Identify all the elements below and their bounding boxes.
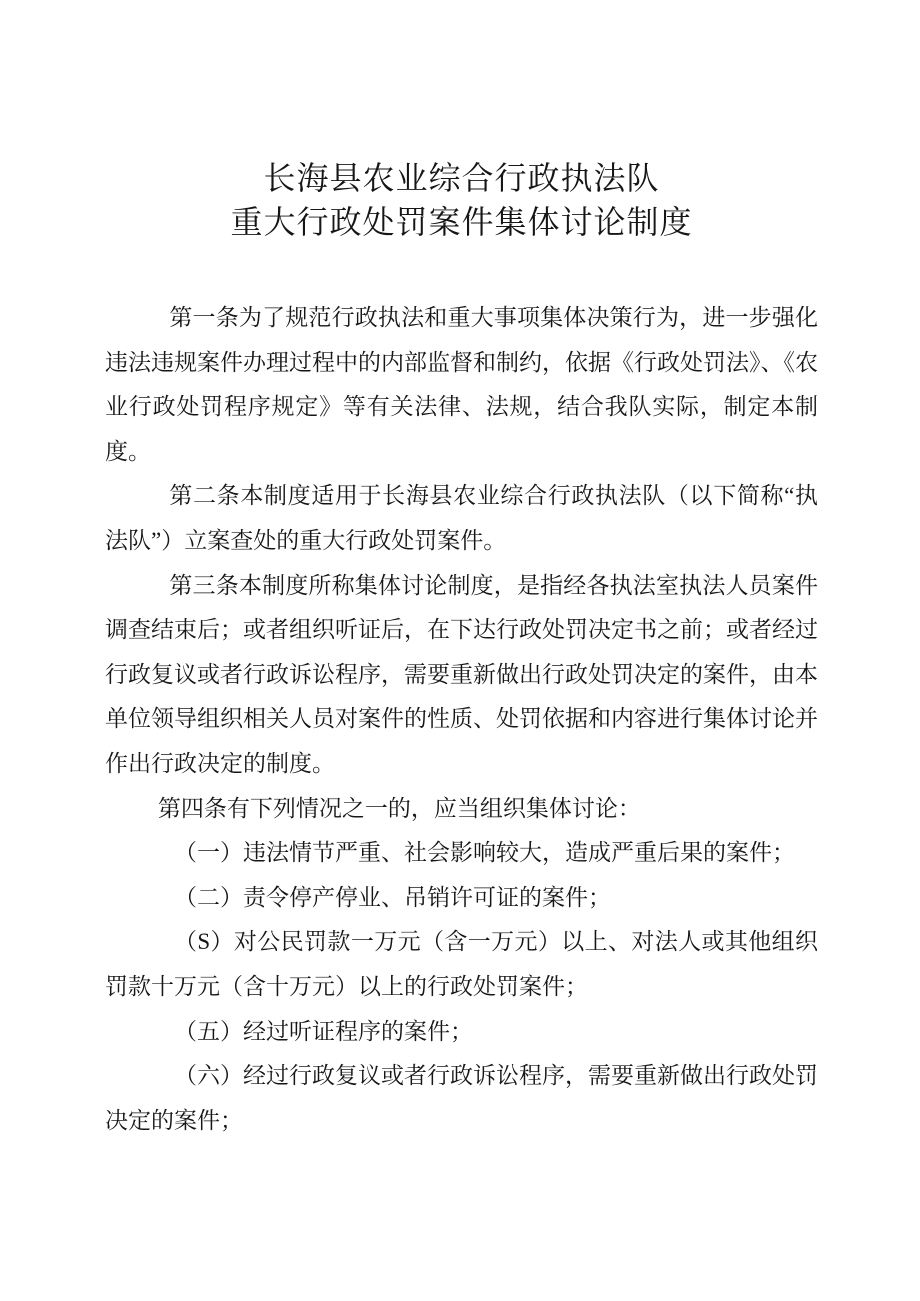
paragraph-article-2: 第二条本制度适用于长海县农业综合行政执法队（以下简称“执法队”）立案查处的重大行政处罚案件。: [105, 483, 818, 553]
paragraph-item-6: （六）经过行政复议或者行政诉讼程序，需要重新做出行政处罚决定的案件；: [105, 1063, 818, 1133]
paragraph-article-1: 第一条为了规范行政执法和重大事项集体决策行为，进一步强化违法违规案件办理过程中的内部监督和制约，依据《行政处罚法》、《农业行政处罚程序规定》等有关法律、法规，结合我队实际，制定本制度。: [105, 305, 818, 464]
document-title-line-2: 重大行政处罚案件集体讨论制度: [230, 204, 693, 240]
paragraph-item-2: （二）责令停产停业、吊销许可证的案件；: [174, 884, 611, 910]
paragraph-item-5: （五）经过听证程序的案件；: [174, 1018, 473, 1044]
document-title: [105, 156, 818, 244]
paragraph-article-3: 第三条本制度所称集体讨论制度，是指经各执法室执法人员案件调查结束后；或者组织听证后，在下达行政处罚决定书之前；或者经过行政复议或者行政诉讼程序，需要重新做出行政处罚决定的案件，由本单位领导组织相关人员对案件的性质、处罚依据和内容进行集体讨论并作出行政决定的制度。: [105, 572, 818, 776]
paragraph-item-3: （S）对公民罚款一万元（含一万元）以上、对法人或其他组织罚款十万元（含十万元）以上的行政处罚案件；: [105, 929, 818, 999]
paragraph-item-1: （一）违法情节严重、社会影响较大，造成严重后果的案件；: [174, 840, 795, 866]
document-title-line-1: 长海县农业综合行政执法队: [263, 160, 660, 196]
page-content: [105, 0, 818, 1143]
paragraph-article-4: 第四条有下列情况之一的，应当组织集体讨论：: [157, 795, 641, 821]
document-body: [105, 296, 818, 1143]
